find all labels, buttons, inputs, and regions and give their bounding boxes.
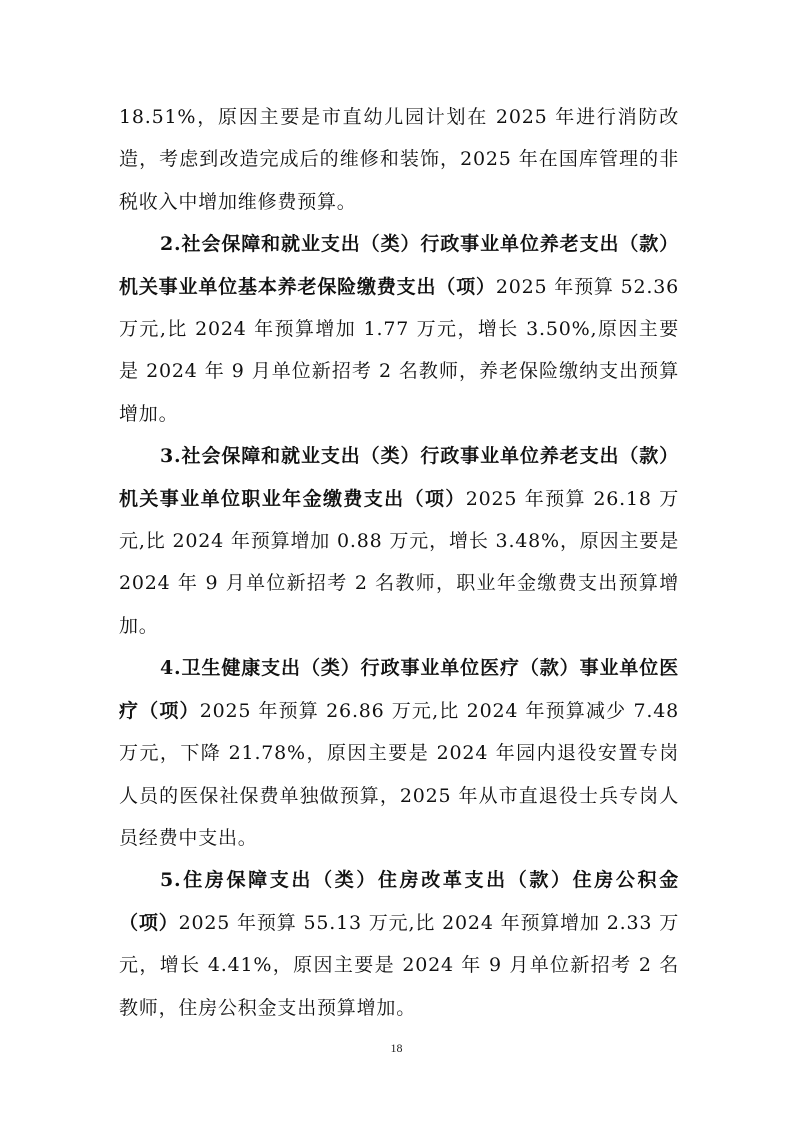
- paragraph-text: 2025 年预算 55.13 万元,比 2024 年预算增加 2.33 万元，增长 4.41%，原因主要是 2024 年 9 月单位新招考 2 名教师，住房公积金支出预算增加。: [119, 911, 679, 1019]
- paragraph-social-security-pension: [119, 223, 679, 435]
- paragraph-heading: 5.住房保障支出（类）住房改革支出（款）住房公积金（项）: [119, 869, 679, 934]
- page-number: 18: [390, 1041, 403, 1055]
- paragraph-text: 18.51%，原因主要是市直幼儿园计划在 2025 年进行消防改造，考虑到改造完成后的维修和装饰，2025 年在国库管理的非税收入中增加维修费预算。: [119, 106, 679, 213]
- paragraph-text: 2025 年预算 26.86 万元,比 2024 年预算减少 7.48 万元，下降 21.78%，原因主要是 2024 年园内退役安置专岗人员的医保社保费单独做预算，2025 年从市直退役士兵专岗人员经费中支出。: [119, 699, 680, 849]
- paragraph-heading: 4.卫生健康支出（类）行政事业单位医疗（款）事业单位医疗（项）: [119, 657, 679, 722]
- paragraph-text: 2025 年预算 52.36 万元,比 2024 年预算增加 1.77 万元，增长 3.50%,原因主要是 2024 年 9 月单位新招考 2 名教师，养老保险缴纳支出预算增加。: [119, 275, 679, 425]
- paragraph-text: 2025 年预算 26.18 万元,比 2024 年预算增加 0.88 万元，增长 3.48%，原因主要是 2024 年 9 月单位新招考 2 名教师，职业年金缴费支出预算增加。: [119, 487, 679, 637]
- document-body: [119, 96, 679, 1029]
- paragraph-health-medical: [119, 647, 679, 859]
- paragraph-continuation: [119, 96, 679, 223]
- paragraph-occupational-annuity: [119, 435, 679, 647]
- paragraph-heading: 3.社会保障和就业支出（类）行政事业单位养老支出（款）机关事业单位职业年金缴费支出（项）: [119, 445, 679, 510]
- paragraph-heading: 2.社会保障和就业支出（类）行政事业单位养老支出（款）机关事业单位基本养老保险缴费支出（项）: [119, 233, 679, 298]
- paragraph-housing-fund: [119, 859, 679, 1029]
